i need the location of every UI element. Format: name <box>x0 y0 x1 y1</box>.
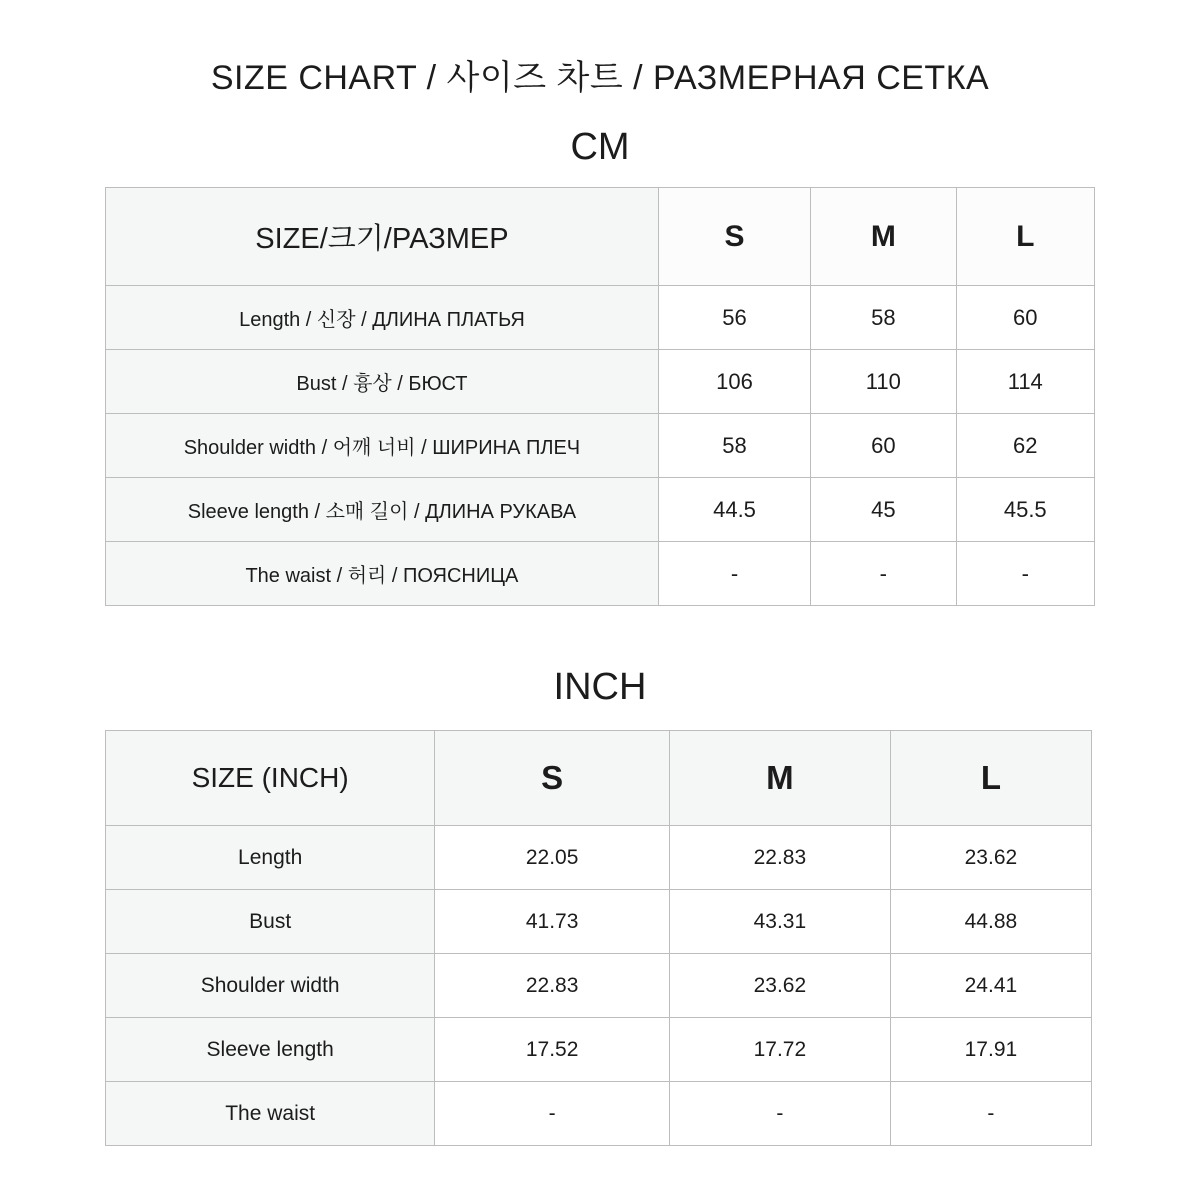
cm-size-table <box>105 187 1095 606</box>
row-label: The waist <box>106 1082 435 1146</box>
cell-value: 44.88 <box>890 890 1091 954</box>
cell-value: 23.62 <box>890 826 1091 890</box>
cell-value: - <box>435 1082 670 1146</box>
cell-value: - <box>669 1082 890 1146</box>
cell-value: 44.5 <box>658 478 810 542</box>
cell-value: 58 <box>658 414 810 478</box>
cm-header-col-l: L <box>956 188 1094 286</box>
cell-value: 56 <box>658 286 810 350</box>
cell-value: - <box>890 1082 1091 1146</box>
cell-value: 17.91 <box>890 1018 1091 1082</box>
page-title: SIZE CHART / 사이즈 차트 / РАЗМЕРНАЯ СЕТКА <box>210 59 990 97</box>
inch-header-size-label: SIZE (INCH) <box>106 731 435 826</box>
cell-value: 17.52 <box>435 1018 670 1082</box>
cell-value: 43.31 <box>669 890 890 954</box>
inch-row-bust <box>106 890 1092 954</box>
inch-size-table <box>105 730 1092 1146</box>
inch-row-sleeve-length <box>106 1018 1092 1082</box>
cell-value: - <box>811 542 956 606</box>
row-label: The waist / 허리 / ПОЯСНИЦА <box>106 542 659 606</box>
cell-value: 60 <box>811 414 956 478</box>
cm-header-size-label: SIZE/크기/РАЗМЕР <box>106 188 659 286</box>
cell-value: 24.41 <box>890 954 1091 1018</box>
cm-header-row <box>106 188 1095 286</box>
cm-row-shoulder-width <box>106 414 1095 478</box>
cm-header-col-s: S <box>658 188 810 286</box>
inch-header-row <box>106 731 1092 826</box>
row-label: Sleeve length / 소매 길이 / ДЛИНА РУКАВА <box>106 478 659 542</box>
cell-value: 114 <box>956 350 1094 414</box>
cell-value: 41.73 <box>435 890 670 954</box>
inch-row-length <box>106 826 1092 890</box>
inch-row-shoulder-width <box>106 954 1092 1018</box>
row-label: Bust <box>106 890 435 954</box>
cell-value: 23.62 <box>669 954 890 1018</box>
cell-value: 22.83 <box>669 826 890 890</box>
cell-value: 45.5 <box>956 478 1094 542</box>
cell-value: - <box>956 542 1094 606</box>
cell-value: 110 <box>811 350 956 414</box>
inch-header-col-s: S <box>435 731 670 826</box>
cell-value: 22.83 <box>435 954 670 1018</box>
cm-row-sleeve-length <box>106 478 1095 542</box>
cm-section-title: CM <box>570 126 630 168</box>
row-label: Bust / 흉상 / БЮСТ <box>106 350 659 414</box>
cell-value: 106 <box>658 350 810 414</box>
inch-header-col-m: M <box>669 731 890 826</box>
cell-value: 58 <box>811 286 956 350</box>
inch-row-waist <box>106 1082 1092 1146</box>
row-label: Sleeve length <box>106 1018 435 1082</box>
cell-value: 45 <box>811 478 956 542</box>
row-label: Length / 신장 / ДЛИНА ПЛАТЬЯ <box>106 286 659 350</box>
inch-header-col-l: L <box>890 731 1091 826</box>
cm-row-bust <box>106 350 1095 414</box>
cm-row-length <box>106 286 1095 350</box>
cell-value: - <box>658 542 810 606</box>
cell-value: 62 <box>956 414 1094 478</box>
cm-row-waist <box>106 542 1095 606</box>
row-label: Shoulder width <box>106 954 435 1018</box>
row-label: Shoulder width / 어깨 너비 / ШИРИНА ПЛЕЧ <box>106 414 659 478</box>
cell-value: 60 <box>956 286 1094 350</box>
cm-header-col-m: M <box>811 188 956 286</box>
cell-value: 22.05 <box>435 826 670 890</box>
row-label: Length <box>106 826 435 890</box>
cell-value: 17.72 <box>669 1018 890 1082</box>
inch-section-title: INCH <box>553 666 647 708</box>
